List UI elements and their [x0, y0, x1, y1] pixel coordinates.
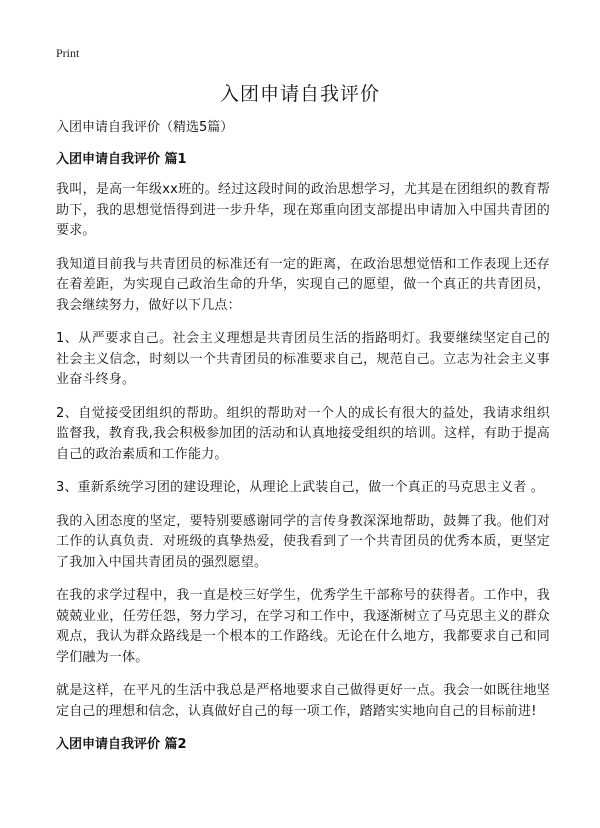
paragraph: 2、自觉接受团组织的帮助。组织的帮助对一个人的成长有很大的益处，我请求组织监督我，教育我,我会积极参加团的活动和认真地接受组织的培训。这样，有助于提高自己的政治素质和工作能力。 [56, 405, 550, 462]
document-body [56, 118, 550, 765]
paragraph: 我的入团态度的坚定，要特别要感谢同学的言传身教深深地帮助，鼓舞了我。他们对工作的认真负责．对班级的真挚热爱，使我看到了一个共青团员的优秀本质，更坚定了我加入中国共青团员的强烈愿望。 [56, 513, 550, 570]
paragraph: 3、重新系统学习团的建设理论，从理论上武装自己，做一个真正的马克思主义者 。 [56, 480, 545, 495]
paragraph: 我知道目前我与共青团员的标准还有一定的距离，在政治思想觉悟和工作表现上还存在着差距，为实现自己政治生命的升华，实现自己的愿望，做一个真正的共青团员，我会继续努力，做好以下几点： [56, 256, 550, 313]
paragraph: 1、从严要求自己。社会主义理想是共青团员生活的指路明灯。我要继续坚定自己的社会主义信念，时刻以一个共青团员的标准要求自己，规范自己。立志为社会主义事业奋斗终身。 [56, 331, 550, 387]
section-heading: 入团申请自我评价 篇2 [56, 737, 187, 752]
section-heading: 入团申请自我评价 篇1 [56, 152, 187, 167]
document-title: 入团申请自我评价 [219, 83, 380, 105]
paragraph: 我叫，是高一年级xx班的。经过这段时间的政治思想学习，尤其是在团组织的教育帮助下，我的思想觉悟得到进一步升华，现在郑重向团支部提出申请加入中国共青团的要求。 [56, 182, 550, 238]
print-link[interactable]: Print [56, 46, 80, 60]
paragraph: 就是这样，在平凡的生活中我总是严格地要求自己做得更好一点。我会一如既往地坚定自己的理想和信念，认真做好自己的每一项工作，踏踏实实地向自己的目标前进! [56, 683, 550, 719]
document-subtitle: 入团申请自我评价（精选5篇） [56, 120, 234, 135]
paragraph: 在我的求学过程中，我一直是校三好学生，优秀学生干部称号的获得者。工作中，我兢兢业业，任劳任怨，努力学习，在学习和工作中，我逐渐树立了马克思主义的群众观点，我认为群众路线是一个根本的工作路线。无论在什么地方，我都要求自己和同学们融为一体。 [56, 588, 550, 665]
